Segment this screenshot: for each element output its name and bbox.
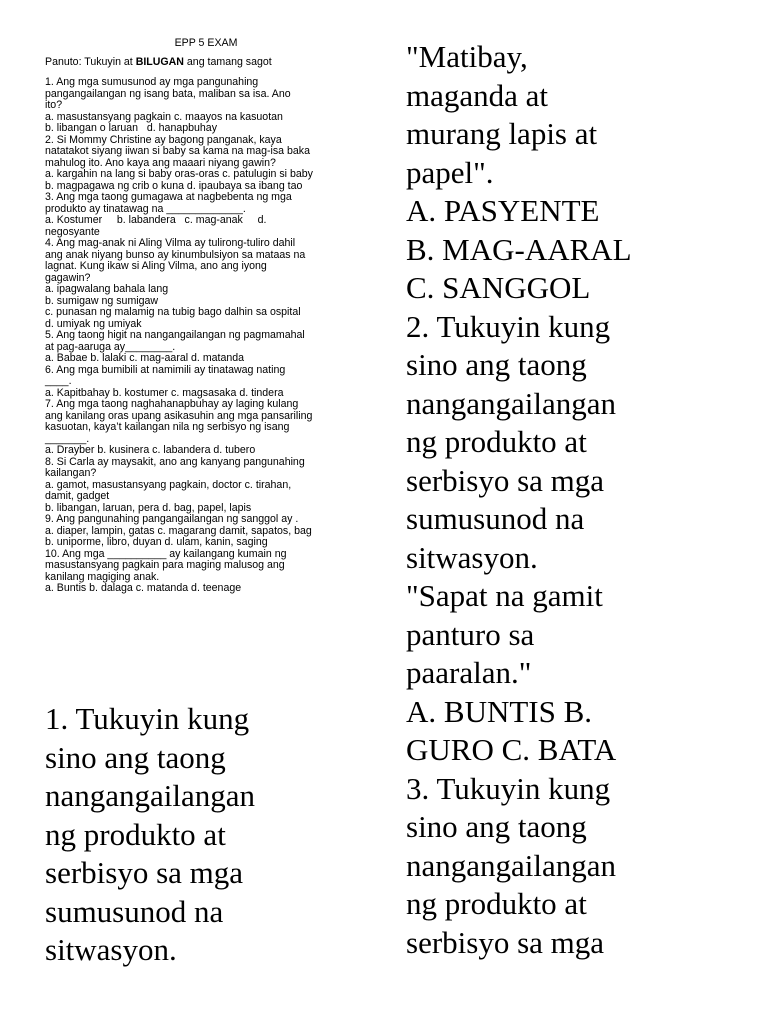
- large-text-line: nangangailangan: [406, 847, 617, 883]
- exam-questions: [45, 77, 367, 595]
- large-text-line: ng produkto at: [45, 816, 226, 852]
- large-text-line: murang lapis at: [406, 116, 598, 151]
- exam-text-line: at pag-aaruga ay________.: [45, 340, 176, 353]
- exam-text-line: _______.: [45, 432, 90, 445]
- exam-text-line: a. gamot, masustansyang pagkain, doctor c. tirahan,: [45, 478, 292, 491]
- exam-text-line: b. libangan o laruan d. hanapbuhay: [45, 122, 217, 134]
- exam-text-line: a. Kostumer b. labandera c. mag-anak d.: [45, 214, 267, 226]
- exam-text-line: a. Drayber b. kusinera c. labandera d. tubero: [45, 444, 256, 456]
- exam-text-line: negosyante: [45, 225, 100, 238]
- exam-text-line: kailangan?: [45, 467, 97, 479]
- large-text-line: sino ang taong: [406, 347, 587, 382]
- large-text-line: 1. Tukuyin kung: [45, 701, 250, 736]
- large-text-line: A. PASYENTE: [406, 193, 600, 228]
- large-text-line: sumusunod na: [406, 501, 585, 536]
- large-text-line: nangangailangan: [406, 385, 617, 421]
- large-text-line: sitwasyon.: [45, 932, 177, 967]
- large-text-line: sino ang taong: [45, 739, 226, 775]
- exam-text-line: kasuotan, kaya’t kailangan nila ng serbisyo ng isang: [45, 421, 290, 433]
- exam-title: EPP 5 EXAM: [174, 37, 238, 49]
- instructions-prefix: Panuto: Tukuyin at: [45, 55, 136, 68]
- exam-text-line: a. ipagwalang bahala lang: [45, 283, 169, 295]
- large-text-line: "Sapat na gamit: [406, 578, 603, 613]
- large-text-line: 3. Tukuyin kung: [406, 770, 611, 806]
- exam-text-line: b. uniporme, libro, duyan d. ulam, kanin, saging: [45, 536, 268, 548]
- large-text-line: A. BUNTIS B.: [406, 693, 593, 729]
- exam-text-line: a. Kapitbahay b. kostumer c. magsasaka d. tindera: [45, 386, 284, 399]
- exam-text-line: b. libangan, laruan, pera d. bag, papel, lapis: [45, 501, 252, 514]
- exam-text-line: 2. Si Mommy Christine ay bagong panganak, kaya: [45, 133, 282, 146]
- large-text-line: sitwasyon.: [406, 539, 538, 575]
- exam-text-line: a. diaper, lampin, gatas c. magarang damit, sapatos, bag: [45, 524, 312, 537]
- large-text-line: serbisyo sa mga: [45, 855, 244, 890]
- exam-text-line: natatakot siyang iiwan si baby sa kama na mag-isa baka: [45, 145, 310, 157]
- large-text-line: serbisyo sa mga: [406, 462, 605, 498]
- exam-sheet: [45, 38, 367, 595]
- exam-text-line: kanilang magiging anak.: [45, 570, 160, 583]
- large-text-line: ng produkto at: [406, 886, 587, 921]
- exam-text-line: a. kargahin na lang si baby oras-oras c. patulugin si baby: [45, 168, 313, 180]
- exam-text-line: 7. Ang mga taong naghahanapbuhay ay laging kulang: [45, 398, 299, 410]
- exam-text-line: mahulog ito. Ano kaya ang maaari niyang gawin?: [45, 156, 276, 169]
- instructions-bold-word: BILUGAN: [135, 55, 184, 68]
- exam-text-line: 10. Ang mga __________ ay kailangang kumain ng: [45, 547, 287, 560]
- exam-text-line: gagawin?: [45, 271, 91, 284]
- exam-text-line: 3. Ang mga taong gumagawa at nagbebenta ng mga: [45, 191, 292, 203]
- exam-text-line: d. umiyak ng umiyak: [45, 317, 142, 330]
- large-text-line: ng produkto at: [406, 424, 587, 459]
- exam-text-line: pangangailangan ng isang bata, maliban sa isa. Ano: [45, 87, 291, 100]
- large-question-left: [45, 700, 375, 970]
- exam-text-line: b. magpagawa ng crib o kuna d. ipaubaya sa ibang tao: [45, 179, 303, 192]
- exam-text-line: b. sumigaw ng sumigaw: [45, 294, 159, 307]
- instructions-suffix: ang tamang sagot: [183, 55, 272, 68]
- exam-text-line: 1. Ang mga sumusunod ay mga pangunahing: [45, 76, 259, 88]
- large-text-line: sumusunod na: [45, 893, 224, 929]
- exam-text-line: 6. Ang mga bumibili at namimili ay tinatawag nating: [45, 363, 286, 376]
- large-text-line: panturo sa: [406, 616, 535, 652]
- exam-text-line: ang anak niyang bunso ay kinumbulsiyon sa mataas na: [45, 248, 306, 261]
- exam-text-line: damit, gadget: [45, 490, 110, 502]
- large-text-line: paaralan.": [406, 655, 532, 690]
- large-text-line: B. MAG-AARAL: [406, 231, 632, 267]
- exam-text-line: a. Buntis b. dalaga c. matanda d. teenage: [45, 582, 242, 594]
- large-text-line: nangangailangan: [45, 778, 256, 813]
- exam-text-line: masustansyang pagkain para maging malusog ang: [45, 559, 285, 571]
- large-text-line: "Matibay,: [406, 39, 528, 74]
- large-text-line: 2. Tukuyin kung: [406, 308, 611, 344]
- large-text-line: sino ang taong: [406, 809, 587, 844]
- exam-text-line: 9. Ang pangunahing pangangailangan ng sanggol ay .: [45, 513, 299, 525]
- large-question-right: [406, 38, 751, 962]
- large-text-line: maganda at: [406, 77, 549, 113]
- exam-text-line: a. masustansyang pagkain c. maayos na kasuotan: [45, 110, 283, 123]
- exam-text-line: ____.: [45, 375, 72, 387]
- exam-text-line: 8. Si Carla ay maysakit, ano ang kanyang pangunahing: [45, 455, 305, 468]
- exam-instructions: [45, 57, 367, 69]
- exam-text-line: 5. Ang taong higit na nangangailangan ng pagmamahal: [45, 329, 305, 341]
- large-text-line: papel".: [406, 154, 494, 190]
- exam-text-line: 4. Ang mag-anak ni Aling Vilma ay tulirong-tuliro dahil: [45, 237, 296, 249]
- exam-text-line: ang kanilang oras upang asikasuhin ang mga pansariling: [45, 409, 313, 422]
- large-text-line: serbisyo sa mga: [406, 924, 605, 960]
- exam-text-line: lagnat. Kung ikaw si Aling Vilma, ano ang iyong: [45, 260, 267, 272]
- exam-text-line: c. punasan ng malamig na tubig bago dalhin sa ospital: [45, 306, 301, 318]
- exam-text-line: a. Babae b. lalaki c. mag-aaral d. matanda: [45, 352, 245, 364]
- large-text-line: GURO C. BATA: [406, 732, 617, 767]
- large-text-line: C. SANGGOL: [406, 270, 591, 305]
- exam-text-line: ito?: [45, 99, 63, 111]
- exam-text-line: produkto ay tinatawag na _____________.: [45, 202, 246, 215]
